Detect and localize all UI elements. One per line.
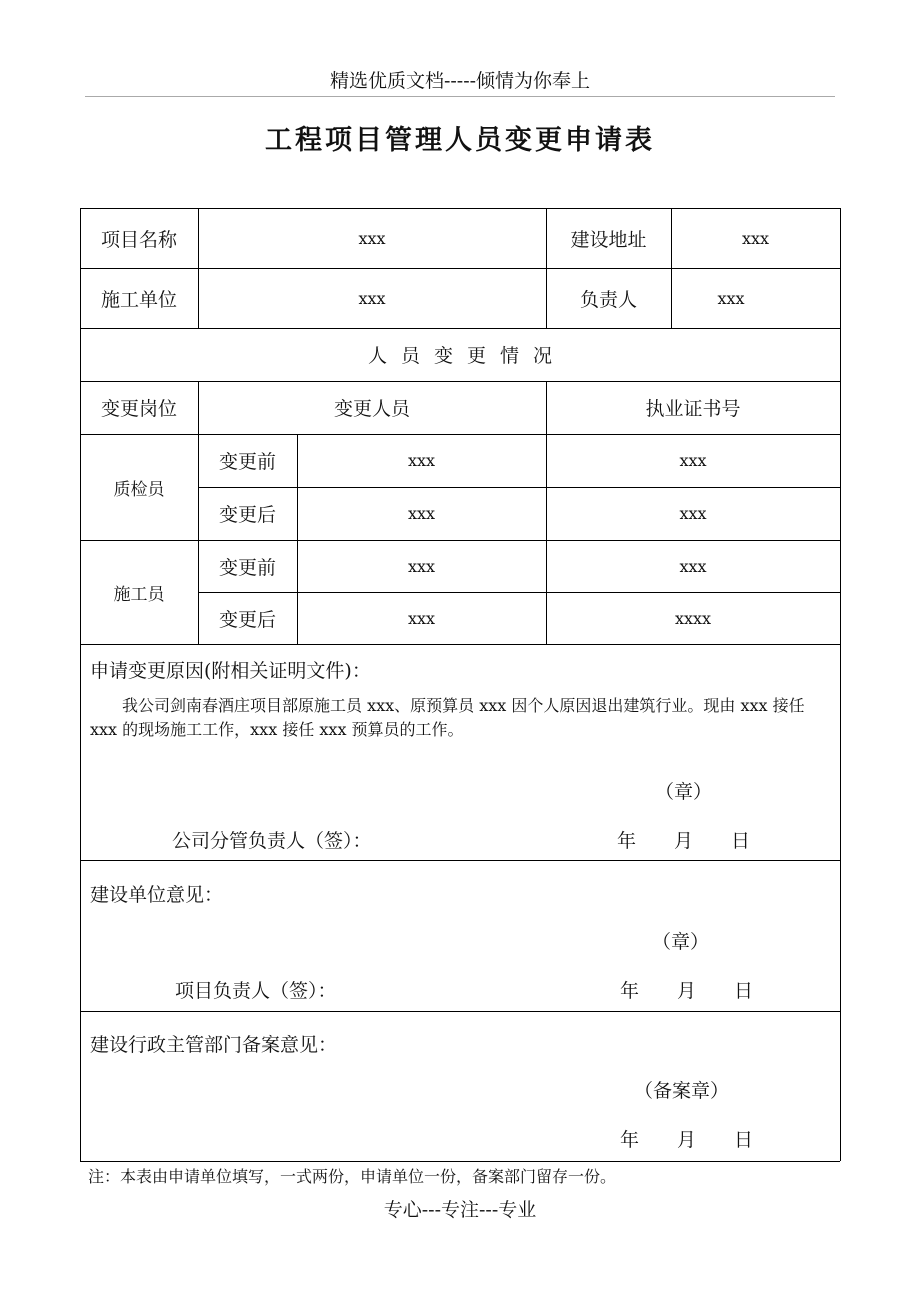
footnote: 注：本表由申请单位填写，一式两份，申请单位一份，备案部门留存一份。 (88, 1167, 617, 1186)
filing-seal: （备案章） (634, 1080, 730, 1102)
reason-label: 申请变更原因(附相关证明文件)： (90, 660, 371, 682)
role-quality-inspector: 质检员 (113, 479, 165, 500)
column-header-cert: 执业证书号 (645, 398, 741, 420)
owner-seal: （章） (652, 931, 710, 953)
stage-before: 变更前 (218, 556, 276, 579)
person-in-charge-label: 负责人 (579, 288, 637, 311)
column-header-position: 变更岗位 (100, 398, 177, 420)
site-address-value[interactable]: xxx (741, 228, 770, 248)
section-title: 人员变更情况 (367, 345, 566, 367)
company-seal: （章） (655, 781, 713, 803)
person-cell[interactable]: xxx (407, 504, 436, 523)
page-footer: 专心---专注---专业 (383, 1199, 537, 1221)
owner-opinion-label: 建设单位意见： (90, 884, 224, 906)
cert-cell[interactable]: xxxx (674, 608, 712, 628)
table-rule (80, 644, 840, 645)
cert-cell[interactable]: xxx (679, 504, 707, 523)
admin-date: 年 月 日 (620, 1129, 754, 1151)
site-address-label: 建设地址 (570, 228, 647, 251)
page-header: 精选优质文档-----倾情为你奉上 (329, 70, 591, 92)
role-constructor: 施工员 (113, 584, 165, 605)
table-border-right (840, 208, 841, 1161)
table-rule (80, 1011, 840, 1012)
header-rule (85, 96, 835, 97)
contractor-label: 施工单位 (100, 288, 177, 311)
stage-before: 变更前 (218, 451, 276, 473)
person-cell[interactable]: xxx (407, 451, 436, 470)
cert-cell[interactable]: xxx (679, 556, 707, 576)
person-in-charge-value[interactable]: xxx (717, 288, 745, 308)
form-title: 工程项目管理人员变更申请表 (265, 125, 655, 156)
cert-cell[interactable]: xxx (679, 451, 707, 470)
project-name-value[interactable]: xxx (358, 228, 386, 248)
column-header-person: 变更人员 (333, 398, 410, 420)
owner-signer-label: 项目负责人（签）： (175, 980, 337, 1002)
person-cell[interactable]: xxx (407, 608, 436, 628)
stage-after: 变更后 (218, 608, 276, 631)
table-border-bottom (80, 1161, 840, 1162)
reason-text[interactable]: 我公司剑南春酒庄项目部原施工员 xxx、原预算员 xxx 因个人原因退出建筑行业。现由 xxx 接任 xxx 的现场施工工作，xxx 接任 xxx 预算员的工作。 (90, 696, 805, 739)
company-sign-date: 年 月 日 (617, 830, 751, 852)
project-name-label: 项目名称 (100, 228, 177, 251)
company-signer-label: 公司分管负责人（签）： (172, 830, 372, 852)
contractor-value[interactable]: xxx (358, 288, 386, 308)
admin-opinion-label: 建设行政主管部门备案意见： (90, 1034, 338, 1056)
table-rule (80, 860, 840, 861)
stage-after: 变更后 (218, 504, 276, 526)
owner-sign-date: 年 月 日 (620, 980, 754, 1002)
person-cell[interactable]: xxx (407, 556, 436, 576)
